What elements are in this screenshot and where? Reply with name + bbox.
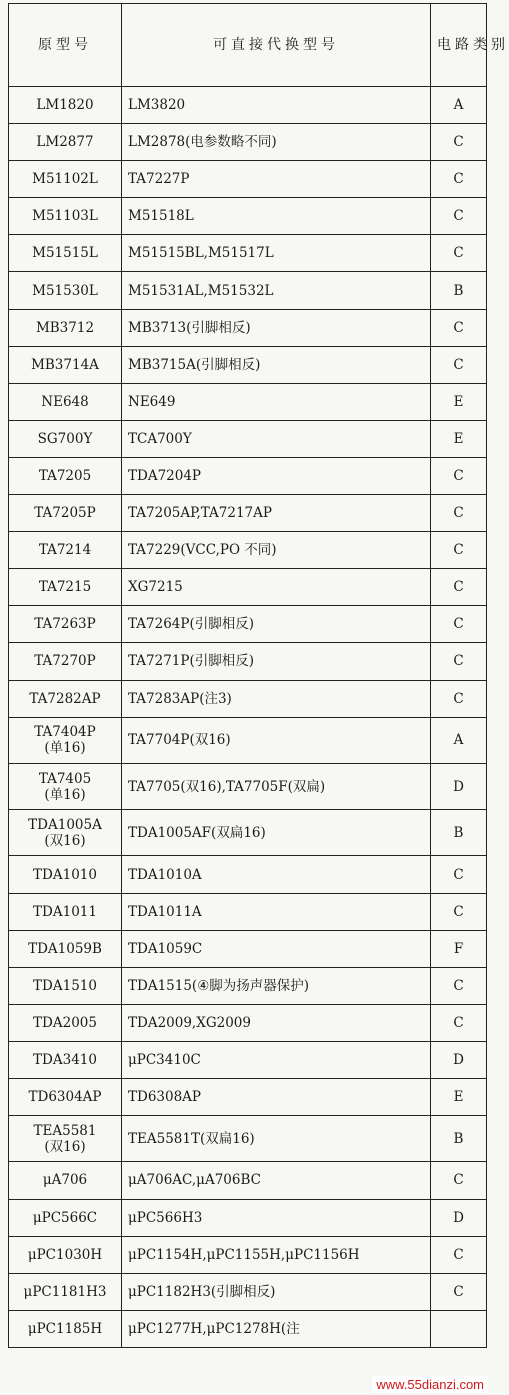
replacement-model-cell: M51515BL,M51517L bbox=[122, 235, 431, 272]
table-row bbox=[9, 532, 487, 569]
circuit-type-cell bbox=[431, 1310, 487, 1347]
circuit-type-cell: E bbox=[431, 420, 487, 457]
replacement-model-cell: μPC1182H3(引脚相反) bbox=[122, 1273, 431, 1310]
circuit-type-cell: D bbox=[431, 1041, 487, 1078]
circuit-type-cell: E bbox=[431, 383, 487, 420]
original-model-cell bbox=[9, 161, 122, 198]
original-model-text: μPC1030H bbox=[27, 1246, 103, 1263]
replacement-model-cell: TDA1005AF(双扁16) bbox=[122, 810, 431, 856]
replacement-model-cell: μPC1277H,μPC1278H(注 bbox=[122, 1310, 431, 1347]
table-row bbox=[9, 1273, 487, 1310]
table-row bbox=[9, 810, 487, 856]
table-row bbox=[9, 569, 487, 606]
replacement-model-cell: μPC3410C bbox=[122, 1041, 431, 1078]
table-row bbox=[9, 1162, 487, 1199]
table-row bbox=[9, 1116, 487, 1162]
original-model-cell bbox=[9, 124, 122, 161]
original-model-cell bbox=[9, 383, 122, 420]
table-row bbox=[9, 420, 487, 457]
replacement-model-cell: TDA7204P bbox=[122, 457, 431, 494]
circuit-type-cell: C bbox=[431, 643, 487, 680]
original-model-text: μPC1185H bbox=[27, 1320, 103, 1337]
original-model-cell bbox=[9, 643, 122, 680]
original-model-cell bbox=[9, 532, 122, 569]
table-row bbox=[9, 1079, 487, 1116]
circuit-type-cell: F bbox=[431, 930, 487, 967]
table-row bbox=[9, 930, 487, 967]
table-row bbox=[9, 124, 487, 161]
replacement-model-cell: LM3820 bbox=[122, 87, 431, 124]
replacement-model-cell: TDA1011A bbox=[122, 893, 431, 930]
replacement-model-cell: TD6308AP bbox=[122, 1079, 431, 1116]
original-model-cell bbox=[9, 1310, 122, 1347]
replacement-model-cell: TA7705(双16),TA7705F(双扁) bbox=[122, 763, 431, 809]
original-model-text: TDA1010 bbox=[33, 866, 97, 883]
original-model-text: TA7405 bbox=[38, 770, 92, 787]
table-row bbox=[9, 346, 487, 383]
replacement-model-cell: TDA1010A bbox=[122, 856, 431, 893]
replacement-model-cell: μPC566H3 bbox=[122, 1199, 431, 1236]
circuit-type-cell: C bbox=[431, 457, 487, 494]
circuit-type-cell: C bbox=[431, 532, 487, 569]
replacement-model-cell: MB3713(引脚相反) bbox=[122, 309, 431, 346]
circuit-type-cell: B bbox=[431, 810, 487, 856]
replacement-model-cell: TA7271P(引脚相反) bbox=[122, 643, 431, 680]
circuit-type-cell: B bbox=[431, 272, 487, 309]
original-model-text: μA706 bbox=[42, 1172, 88, 1189]
original-model-text: M51102L bbox=[32, 171, 98, 188]
replacement-model-cell: M51531AL,M51532L bbox=[122, 272, 431, 309]
circuit-type-cell: A bbox=[431, 717, 487, 763]
original-model-cell bbox=[9, 810, 122, 856]
original-model-text: TA7215 bbox=[38, 579, 92, 596]
circuit-type-cell: C bbox=[431, 1273, 487, 1310]
table-row bbox=[9, 606, 487, 643]
circuit-type-cell: C bbox=[431, 235, 487, 272]
original-model-text: TA7205P bbox=[34, 505, 96, 522]
circuit-type-cell: C bbox=[431, 1004, 487, 1041]
replacement-model-cell: NE649 bbox=[122, 383, 431, 420]
original-model-cell bbox=[9, 272, 122, 309]
replacement-model-cell: TA7205AP,TA7217AP bbox=[122, 495, 431, 532]
original-model-cell bbox=[9, 457, 122, 494]
original-model-cell bbox=[9, 606, 122, 643]
original-model-cell bbox=[9, 717, 122, 763]
table-row bbox=[9, 680, 487, 717]
table-row bbox=[9, 235, 487, 272]
original-model-text: TA7282AP bbox=[29, 690, 101, 707]
table-row bbox=[9, 717, 487, 763]
original-model-cell bbox=[9, 967, 122, 1004]
table-row bbox=[9, 1310, 487, 1347]
original-model-text: TA7404P bbox=[34, 724, 96, 741]
original-model-cell bbox=[9, 309, 122, 346]
original-model-text: MB3714A bbox=[31, 356, 99, 373]
original-model-text: TA7214 bbox=[38, 542, 92, 559]
replacement-model-cell: TDA1515(④脚为扬声器保护) bbox=[122, 967, 431, 1004]
table-body bbox=[9, 87, 487, 1348]
circuit-type-cell: C bbox=[431, 161, 487, 198]
circuit-type-cell: C bbox=[431, 495, 487, 532]
circuit-type-cell: C bbox=[431, 346, 487, 383]
replacement-model-cell: TEA5581T(双扁16) bbox=[122, 1116, 431, 1162]
original-model-cell bbox=[9, 856, 122, 893]
original-model-cell bbox=[9, 1116, 122, 1162]
original-model-text: (双16) bbox=[44, 832, 86, 849]
circuit-type-cell: C bbox=[431, 124, 487, 161]
watermark: www.55dianzi.com bbox=[372, 1376, 488, 1393]
original-model-text: M51103L bbox=[32, 208, 98, 225]
table-row bbox=[9, 383, 487, 420]
replacement-model-cell: TCA700Y bbox=[122, 420, 431, 457]
original-model-cell bbox=[9, 1079, 122, 1116]
original-model-text: TDA1011 bbox=[33, 903, 97, 920]
original-model-text: (单16) bbox=[44, 740, 86, 757]
original-model-cell bbox=[9, 235, 122, 272]
original-model-cell bbox=[9, 1041, 122, 1078]
replacement-model-cell: μPC1154H,μPC1155H,μPC1156H bbox=[122, 1236, 431, 1273]
original-model-cell bbox=[9, 893, 122, 930]
circuit-type-cell: C bbox=[431, 856, 487, 893]
original-model-cell bbox=[9, 680, 122, 717]
original-model-cell bbox=[9, 346, 122, 383]
circuit-type-cell: C bbox=[431, 1162, 487, 1199]
circuit-type-cell: E bbox=[431, 1079, 487, 1116]
original-model-cell bbox=[9, 763, 122, 809]
replacement-model-cell: TA7264P(引脚相反) bbox=[122, 606, 431, 643]
replacement-model-cell: TA7704P(双16) bbox=[122, 717, 431, 763]
circuit-type-cell: C bbox=[431, 893, 487, 930]
original-model-text: TEA5581 bbox=[33, 1122, 97, 1139]
original-model-text: TDA1005A bbox=[28, 816, 102, 833]
replacement-table bbox=[8, 3, 509, 1348]
header-replacement-model: 可直接代换型号 bbox=[122, 4, 431, 87]
header-circuit-type: 电路类别 bbox=[431, 4, 487, 87]
replacement-model-cell: μA706AC,μA706BC bbox=[122, 1162, 431, 1199]
original-model-cell bbox=[9, 420, 122, 457]
replacement-model-cell: TA7283AP(注3) bbox=[122, 680, 431, 717]
circuit-type-cell: C bbox=[431, 680, 487, 717]
table-row bbox=[9, 309, 487, 346]
original-model-cell bbox=[9, 495, 122, 532]
table-row bbox=[9, 893, 487, 930]
original-model-text: TD6304AP bbox=[28, 1089, 102, 1106]
circuit-type-cell: C bbox=[431, 1236, 487, 1273]
table-row bbox=[9, 1041, 487, 1078]
circuit-type-cell: D bbox=[431, 1199, 487, 1236]
header-row bbox=[9, 4, 487, 87]
replacement-model-cell: TDA1059C bbox=[122, 930, 431, 967]
original-model-cell bbox=[9, 930, 122, 967]
table-row bbox=[9, 161, 487, 198]
original-model-cell bbox=[9, 198, 122, 235]
original-model-text: TDA1510 bbox=[33, 977, 97, 994]
original-model-cell bbox=[9, 1236, 122, 1273]
table-row bbox=[9, 495, 487, 532]
original-model-text: (单16) bbox=[44, 786, 86, 803]
original-model-cell bbox=[9, 1162, 122, 1199]
original-model-text: TDA1059B bbox=[28, 940, 102, 957]
table-row bbox=[9, 272, 487, 309]
replacement-model-cell: LM2878(电参数略不同) bbox=[122, 124, 431, 161]
table-row bbox=[9, 643, 487, 680]
original-model-text: TDA2005 bbox=[33, 1014, 97, 1031]
table-row bbox=[9, 967, 487, 1004]
replacement-model-cell: MB3715A(引脚相反) bbox=[122, 346, 431, 383]
table-row bbox=[9, 1199, 487, 1236]
table-row bbox=[9, 87, 487, 124]
circuit-type-cell: D bbox=[431, 763, 487, 809]
original-model-text: TDA3410 bbox=[33, 1052, 97, 1068]
replacement-model-cell: TDA2009,XG2009 bbox=[122, 1004, 431, 1041]
circuit-type-cell: C bbox=[431, 569, 487, 606]
circuit-type-cell: C bbox=[431, 309, 487, 346]
original-model-text: LM2877 bbox=[36, 134, 94, 151]
table-row bbox=[9, 856, 487, 893]
table-row bbox=[9, 763, 487, 809]
original-model-text: M51530L bbox=[32, 282, 98, 299]
replacement-model-cell: XG7215 bbox=[122, 569, 431, 606]
circuit-type-cell: A bbox=[431, 87, 487, 124]
circuit-type-cell: B bbox=[431, 1116, 487, 1162]
original-model-text: TA7205 bbox=[38, 467, 92, 484]
original-model-cell bbox=[9, 87, 122, 124]
table-row bbox=[9, 457, 487, 494]
circuit-type-cell: C bbox=[431, 198, 487, 235]
original-model-text: SG700Y bbox=[37, 430, 93, 447]
table-row bbox=[9, 1236, 487, 1273]
circuit-type-cell: C bbox=[431, 967, 487, 1004]
header-original-model: 原型号 bbox=[9, 4, 122, 87]
original-model-cell bbox=[9, 1199, 122, 1236]
original-model-cell bbox=[9, 569, 122, 606]
original-model-text: M51515L bbox=[32, 245, 98, 262]
original-model-text: (双16) bbox=[44, 1138, 86, 1155]
original-model-text: LM1820 bbox=[36, 97, 94, 114]
replacement-model-cell: M51518L bbox=[122, 198, 431, 235]
original-model-text: TA7263P bbox=[34, 616, 96, 633]
table-row bbox=[9, 1004, 487, 1041]
original-model-text: TA7270P bbox=[34, 653, 96, 670]
original-model-text: MB3712 bbox=[35, 319, 95, 336]
replacement-model-cell: TA7227P bbox=[122, 161, 431, 198]
original-model-text: NE648 bbox=[41, 393, 89, 410]
replacement-model-cell: TA7229(VCC,PO 不同) bbox=[122, 532, 431, 569]
original-model-cell bbox=[9, 1004, 122, 1041]
original-model-text: μPC1181H3 bbox=[23, 1283, 107, 1300]
original-model-cell bbox=[9, 1273, 122, 1310]
original-model-text: μPC566C bbox=[32, 1209, 98, 1226]
circuit-type-cell: C bbox=[431, 606, 487, 643]
table-row bbox=[9, 198, 487, 235]
